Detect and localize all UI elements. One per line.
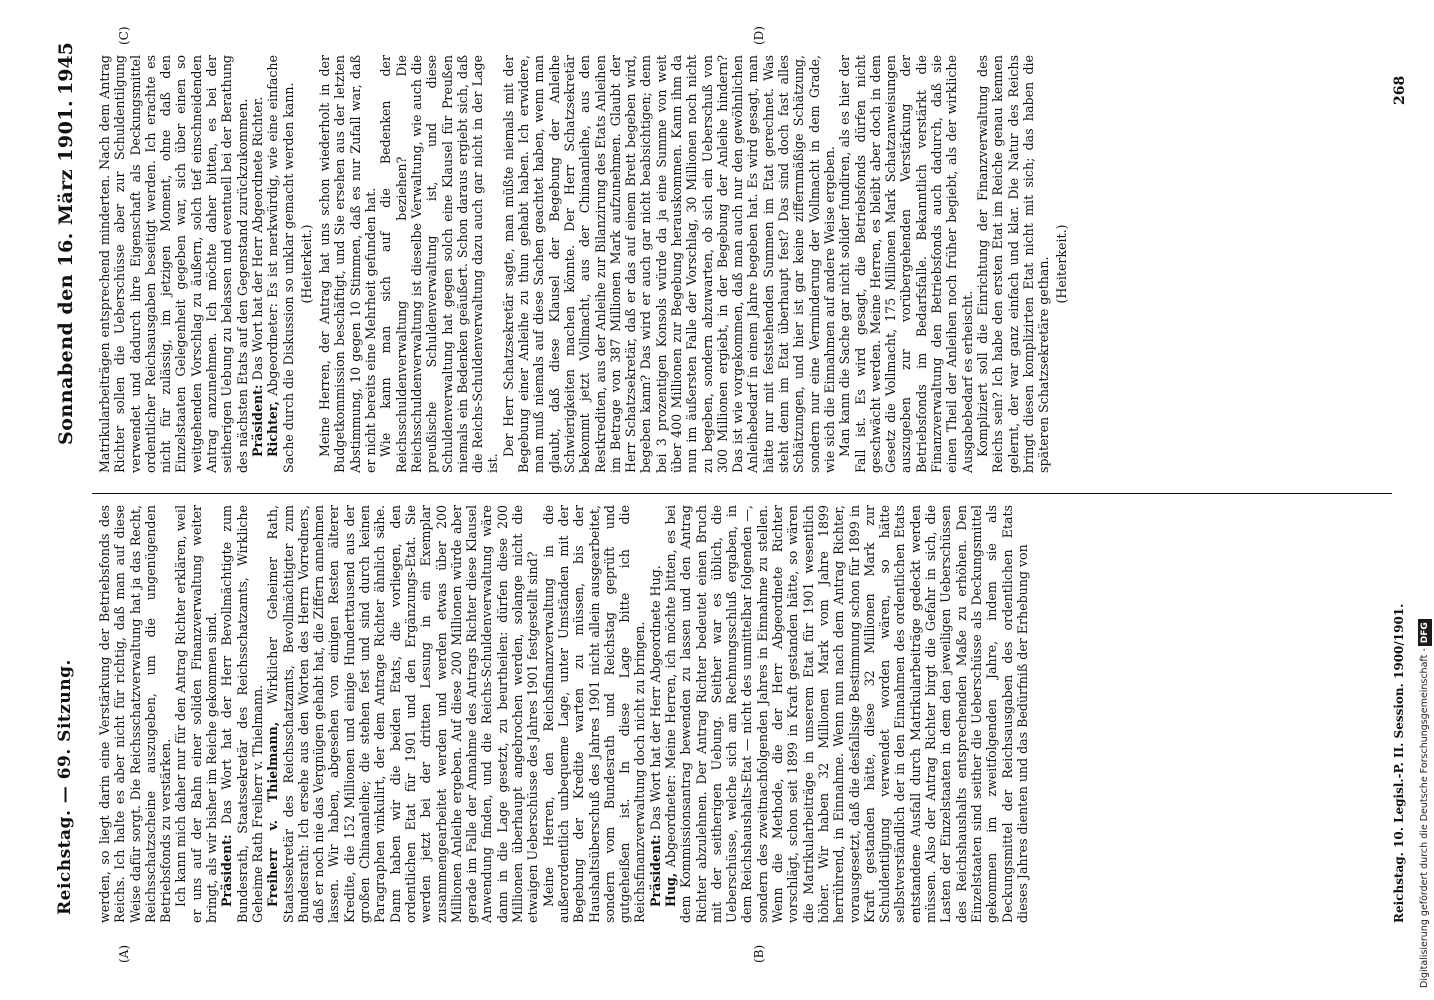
right-column bbox=[97, 55, 1397, 473]
paragraph: Ich kann mich daher nur für den Antrag Richter erklären, weil er uns auf der Bahn einer soliden Finanzverwaltung weiter bringt, als wir bisher im Reiche gekommen sind. bbox=[173, 505, 220, 923]
document-sheet bbox=[17, 15, 1417, 985]
dfg-logo: DFG bbox=[1418, 619, 1432, 646]
digitization-credit bbox=[1418, 12, 1432, 988]
left-column bbox=[97, 505, 1397, 923]
paragraph: Wie kann man sich auf die Bedenken der Reichsschuldenverwaltung beziehen? Die Reichsschuldenverwaltung ist dieselbe Verwaltung, wie auch die preußische Schuldenverwaltung ist, und diese Schuldenverwaltung hat gegen solch eine Klausel für Preußen niemals ein Bedenken geäußert. Schon daraus ergiebt sich, daß die Reichs-Schuldenverwaltung dazu auch gar nicht in der Lage ist. bbox=[378, 55, 501, 473]
paragraph: Richter, Abgeordneter: Es ist merkwürdig, wie eine einfache Sache durch die Diskussion so unklar gemacht werden kann. bbox=[265, 55, 296, 473]
column-divider bbox=[92, 493, 1392, 494]
margin-mark-c: (C) bbox=[117, 26, 131, 45]
paragraph: Hug, Abgeordneter: Meine Herren, ich möchte bitten, es bei dem Kommissionsantrag bewenden zu lassen und den Antrag Richter abzulehnen. Der Antrag Richter bedeutet einen Bruch mit der seitherigen Uebung. Seither war es üblich, die Ueberschüsse, welche sich am Rechnungsschluß ergaben, in dem Reichshaushalts-Etat — nicht des unmittelbar folgenden —, sondern des zweitnachfolgenden Jahres in Einnahme zu stellen. Wenn die Methode, die der Herr Abgeordnete Richter vorschlägt, schon seit 1899 in Kraft gestanden hätte, so wären die Matrikularbeiträge in unserem Etat für 1901 wesentlich höher. Wir haben 32 Millionen Mark vom Jahre 1899 herrührend, in Einnahme. Wenn nun nach dem Antrag Richter, vorausgesetzt, daß die desfallsige Bestimmung schon für 1899 in Kraft gestanden hätte, diese 32 Millionen Mark zur Schuldentilgung verwendet worden wären, so hätte selbstverständlich der in den Einnahmen des ordentlichen Etats entstandene Ausfall durch Matrikularbeiträge gedeckt werden müssen. Also der Antrag Richter birgt die Gefahr in sich, die Lasten der Einzelstaaten in dem den jeweiligen Ueberschüssen des Reichshaushalts entsprechenden Maße zu erhöhen. Den Einzelstaaten sind seither die Ueberschüsse als Deckungsmittel gekommen im zweitfolgenden Jahre, indem sie als Deckungsmittel der Reichsausgaben des ordentlichen Etats dieses Jahres dienten und das Bedürfniß der Erhebung von bbox=[662, 505, 1030, 923]
header-session: Reichstag. — 69. Sitzung. bbox=[55, 659, 75, 915]
header-page: 1945 bbox=[55, 42, 77, 95]
paragraph: Präsident: Das Wort hat der Herr Bevollmächtigte zum Bundesrath, Staatssekretär des Reichsschatzamts, Wirkliche Geheime Rath Freiherr v. Thielmann. bbox=[219, 505, 265, 923]
margin-mark-d: (D) bbox=[752, 26, 766, 45]
paragraph: Der Herr Schatzsekretär sagte, man müßte niemals mit der Begebung einer Anleihe zu thun gehabt haben. Ich erwidere, man muß niemals auf diese Sachen geachtet haben, wenn man glaubt, daß diese Klausel der Begebung der Anleihe Schwierigkeiten machen könnte. Der Herr Schatzsekretär bekommt jetzt Vollmacht, aus der Chinaanleihe, aus den Restkrediten, aus der Anleihe zur Bilanzirung des Etats Anleihen im Betrage von 387 Millionen Mark aufzunehmen. Glaubt der Herr Schatzsekretär, daß er das auf einem Brett begeben wird, begeben kann? Das wird er auch gar nicht beabsichtigen; denn bei 3 prozentigen Konsols würde da ja eine Summe von weit über 400 Millionen zur Begebung herauskommen. Kann ihm da nun im äußersten Falle der Vorschlag, 30 Millionen noch nicht zu begeben, sondern abzuwarten, ob sich ein Ueberschuß von 300 Millionen ergiebt, in der Begebung der Anleihe hindern? Das ist wie vorgekommen, daß man auch nur den gewöhnlichen Anleihebedarf in einem Jahre begeben hat. Es wird gesagt, man hätte nur mit feststehenden Summen im Etat gerechnet. Was steht denn im Etat überhaupt fest? Das sind doch fast alles Schätzungen, und hier ist gar keine ziffernmäßige Schätzung, sondern nur eine Verminderung der Vollmacht in dem Grade, wie sich die Einnahmen auf andere Weise ergeben. bbox=[500, 55, 837, 473]
paragraph: Meine Herren, der Antrag hat uns schon wiederholt in der Budgetkommission beschäftigt, und Sie ersehen aus der letzten Abstimmung, 10 gegen 10 Stimmen, daß es nur Zufall war, daß er nicht bereits eine Mehrheit gefunden hat. bbox=[317, 55, 379, 473]
margin-mark-a: (A) bbox=[117, 944, 131, 963]
margin-mark-b: (B) bbox=[752, 944, 766, 963]
paragraph: Präsident: Das Wort hat der Herr Abgeordnete Richter. bbox=[249, 96, 265, 457]
paragraph: Meine Herren, den Reichsfinanzverwaltung in die außerordentlich unbequeme Lage, unter Umständen mit der Begebung der Kredite warten zu müssen, bis der Haushaltsüberschuß des Jahres 1901 nicht allein ausgearbeitet, sondern vom Bundesrath und Reichstag geprüft und gutgeheißen ist. In diese Lage bitte ich die Reichsfinanzverwaltung doch nicht zu bringen. bbox=[540, 505, 648, 923]
paragraph: werden, so liegt darin eine Verstärkung der Betriebsfonds des Reichs. Ich halte es aber nicht für richtig, daß man auf diese Weise dafür sorgt. Die Reichsschatzverwaltung hat ja das Recht, Reichsschatzscheine auszugeben, um die ungenügenden Betriebsfonds zu verstärken. bbox=[97, 505, 174, 923]
paragraph: Man kann die Sache gar nicht solider fundiren, als es hier der Fall ist. Es wird gesagt, die Betriebsfonds dürfen nicht geschwächt werden. Meine Herren, es bleibt aber doch in dem Gesetz die Vollmacht, 175 Millionen Mark Schatzanweisungen auszugeben zur vorübergehenden Verstärkung der Betriebsfonds im Bedarfsfalle. Bekanntlich verstärkt die Finanzverwaltung den Betriebsfonds auch dadurch, daß sie einen Theil der Anleihen noch früher begiebt, als der wirkliche Ausgabebedarf es erheischt. bbox=[837, 55, 975, 473]
credit-text: Digitalisierung gefördert durch die Deutsche Forschungsgemeinschaft - bbox=[1419, 648, 1430, 988]
interjection: (Heiterkeit.) bbox=[1054, 224, 1070, 304]
paragraph: Matrikularbeiträgen entsprechend minderten. Nach dem Antrag Richter sollen die Ueberschüsse aber zur Schuldentilgung verwendet und dadurch ihre Eigenschaft als Deckungsmittel ordentlicher Reichsausgaben beseitigt werden. Ich erachte es nicht für zulässig, im jetzigen Moment, ohne daß den Einzelstaaten Gelegenheit gegeben war, sich über einen so weitgehenden Vorschlag zu äußern, solch tief einschneidenden Antrag anzunehmen. Ich möchte daher bitten, es bei der seitherigen Uebung zu belassen und eventuell bei der Berathung des nächsten Etats auf den Gegenstand zurückzukommen. bbox=[97, 55, 250, 473]
page-number: 268 bbox=[1392, 75, 1408, 105]
paragraph: Kompliziert soll die Einrichtung der Finanzverwaltung des Reichs sein? Ich habe den ersten Etat im Reiche genau kennen gelernt, der war ganz einfach und klar. Die Natur des Reichs bringt diesen komplizirten Etat nicht mit sich; das haben die späteren Schatzsekretäre gethan. bbox=[974, 55, 1052, 473]
paragraph: Freiherr v. Thielmann, Wirklicher Geheimer Rath, Staatssekretär des Reichsschatzamts, Bevollmächtigter zum Bundesrath: Ich ersehe aus den Worten des Herrn Vorredners, daß er noch nie das Vergnügen gehabt hat, die Ziffern annehmen lassen. Wir haben, abgesehen von einigen Resten älterer Kredite, die 152 Millionen und einige Hunderttausend aus der großen Chinaanleihe; die stehen fest und sind durch keinen Paragraphen vinkulirt, der dem Antrage Richter ähnlich sähe. Dann haben wir die beiden Etats, die vorliegen, den ordentlichen Etat für 1901 und den Ergänzungs-Etat. Sie werden jetzt bei der dritten Lesung in ein Exemplar zusammengearbeitet werden und werden etwas über 200 Millionen Anleihe ergeben. Auf diese 200 Millionen würde aber gerade im Falle der Annahme des Antrags Richter diese Klausel Anwendung finden, und die Reichs-Schuldenverwaltung wäre dann in die Lage gesetzt, zu beurtheilen: dürfen diese 200 Millionen überhaupt angebrochen werden, solange nicht die etwaigen Ueberschüsse des Jahres 1901 festgestellt sind? bbox=[265, 505, 541, 923]
interjection: (Heiterkeit.) bbox=[298, 224, 314, 304]
digitization-credit-text bbox=[1418, 12, 1432, 988]
footer-source: Reichstag. 10. Legisl.-P. II. Session. 1900/1901. bbox=[1392, 603, 1406, 923]
page-header bbox=[55, 15, 85, 985]
header-date: Sonnabend den 16. März 1901. bbox=[55, 99, 77, 445]
paragraph: Präsident: Das Wort hat der Herr Abgeordnete Hug. bbox=[647, 565, 663, 907]
